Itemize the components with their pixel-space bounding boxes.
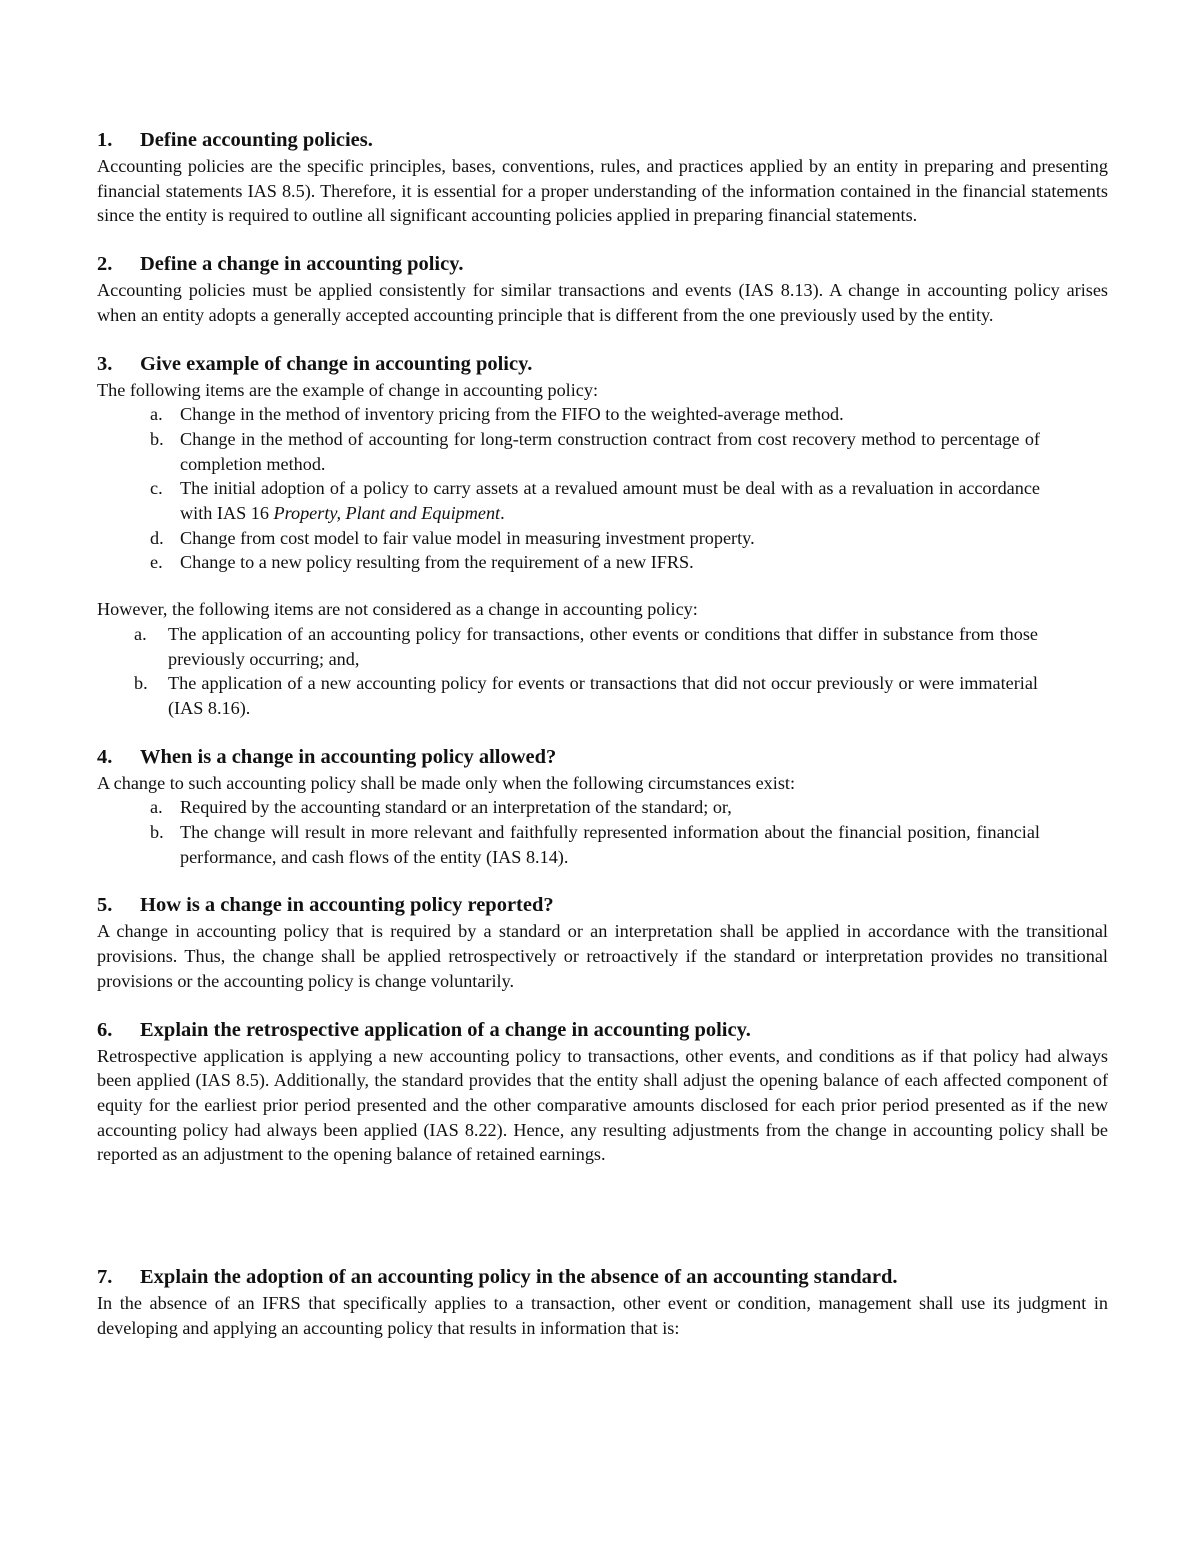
section-5 — [97, 891, 1108, 993]
list-item — [97, 526, 1108, 551]
section-intro: However, the following items are not considered as a change in accounting policy: — [97, 599, 698, 620]
document-page — [97, 126, 1108, 1363]
standard-title-italic: Property, Plant and Equipment — [273, 503, 501, 524]
list-item-text: Change to a new policy resulting from the requirement of a new IFRS. — [180, 552, 694, 573]
section-heading — [97, 891, 1108, 919]
list-marker: e. — [150, 552, 163, 573]
list-item-text: Required by the accounting standard or an interpretation of the standard; or, — [180, 797, 732, 818]
section-intro: A change to such accounting policy shall be made only when the following circumstances exist: — [97, 772, 796, 793]
section-number: 4. — [97, 745, 113, 768]
conditions-list — [97, 795, 1108, 869]
section-body: A change in accounting policy that is required by a standard or an interpretation shall be applied in accordance with the transitional provisions. Thus, the change shall be applied retrospectively or retroactively if the standard or interpretation provides no transitional provisions or the accounting policy is change voluntarily. — [97, 921, 1108, 991]
section-number: 7. — [97, 1266, 113, 1289]
list-marker: c. — [150, 478, 163, 499]
section-heading — [97, 350, 1108, 378]
section-4 — [97, 743, 1108, 870]
list-marker: a. — [150, 797, 163, 818]
section-title: How is a change in accounting policy reported? — [140, 894, 554, 917]
section-title: Define a change in accounting policy. — [140, 253, 464, 276]
section-heading — [97, 126, 1108, 154]
section-title: Define accounting policies. — [140, 129, 373, 151]
list-marker: b. — [150, 822, 164, 843]
list-marker: a. — [134, 623, 147, 644]
section-intro: The following items are the example of change in accounting policy: — [97, 379, 598, 400]
section-title: Explain the adoption of an accounting policy in the absence of an accounting standard. — [140, 1266, 898, 1289]
list-marker: a. — [150, 404, 163, 425]
list-item-text: The initial adoption of a policy to carry assets at a revalued amount must be deal with as a revaluation in accordance with IAS 16 — [180, 478, 1040, 524]
list-item — [97, 427, 1108, 476]
section-title: Explain the retrospective application of a change in accounting policy. — [140, 1018, 751, 1041]
list-item-text: The application of an accounting policy for transactions, other events or conditions that differ in substance from those previously occurring; and, — [168, 623, 1038, 669]
section-3 — [97, 350, 1108, 721]
list-item-text-compound — [180, 476, 1040, 525]
section-7 — [97, 1263, 1108, 1340]
section-number: 2. — [97, 253, 113, 276]
section-body: Retrospective application is applying a new accounting policy to transactions, other events, and conditions as if that policy had always been applied (IAS 8.5). Additionally, the standard provides that the entity shall adjust the opening balance of each affected component of equity for the earliest prior period presented and the other comparative amounts disclosed for each prior period presented as if the new accounting policy had always been applied (IAS 8.22). Hence, any resulting adjustments from the change in accounting policy shall be reported as an adjustment to the opening balance of retained earnings. — [97, 1045, 1108, 1165]
examples-list — [97, 402, 1108, 575]
section-number: 1. — [97, 129, 113, 151]
section-6 — [97, 1016, 1108, 1168]
section-number: 6. — [97, 1018, 113, 1041]
section-body: In the absence of an IFRS that specifically applies to a transaction, other event or condition, management shall use its judgment in developing and applying an accounting policy that results in information that is: — [97, 1293, 1108, 1338]
spacer — [97, 575, 1108, 597]
section-title: Give example of change in accounting policy. — [140, 352, 533, 375]
section-1 — [97, 126, 1108, 228]
section-heading — [97, 1016, 1108, 1044]
list-item-text: The application of a new accounting policy for events or transactions that did not occur previously or were immaterial (IAS 8.16). — [168, 673, 1038, 718]
section-heading — [97, 1263, 1108, 1291]
list-item-text: The change will result in more relevant and faithfully represented information about the financial position, financial performance, and cash flows of the entity (IAS 8.14). — [180, 822, 1040, 867]
list-item-text: Change from cost model to fair value model in measuring investment property. — [180, 527, 755, 548]
section-heading — [97, 250, 1108, 278]
list-item — [97, 622, 1108, 671]
section-body: Accounting policies are the specific principles, bases, conventions, rules, and practices applied by an entity in preparing and presenting financial statements IAS 8.5). Therefore, it is essential for a proper understanding of the information contained in the financial statements since the entity is required to outline all significant accounting policies applied in preparing financial statements. — [97, 156, 1108, 226]
section-body: Accounting policies must be applied consistently for similar transactions and events (IAS 8.13). A change in accounting policy arises when an entity adopts a generally accepted accounting principle that is different from the one previously used by the entity. — [97, 280, 1108, 325]
list-item — [97, 671, 1108, 720]
list-item — [97, 795, 1108, 820]
list-item — [97, 402, 1108, 427]
list-item-end: . — [500, 503, 505, 524]
list-marker: b. — [150, 428, 164, 449]
list-item-text: Change in the method of inventory pricing from the FIFO to the weighted-average method. — [180, 404, 844, 425]
list-marker: b. — [134, 673, 148, 694]
section-number: 3. — [97, 352, 113, 375]
section-number: 5. — [97, 894, 113, 917]
list-item — [97, 820, 1108, 869]
list-item — [97, 476, 1108, 525]
non-examples-list — [97, 622, 1108, 721]
section-2 — [97, 250, 1108, 327]
list-item-text: Change in the method of accounting for long-term construction contract from cost recovery method to percentage of completion method. — [180, 428, 1040, 474]
section-title: When is a change in accounting policy allowed? — [140, 745, 557, 768]
list-marker: d. — [150, 527, 164, 548]
list-item — [97, 550, 1108, 575]
section-heading — [97, 743, 1108, 771]
